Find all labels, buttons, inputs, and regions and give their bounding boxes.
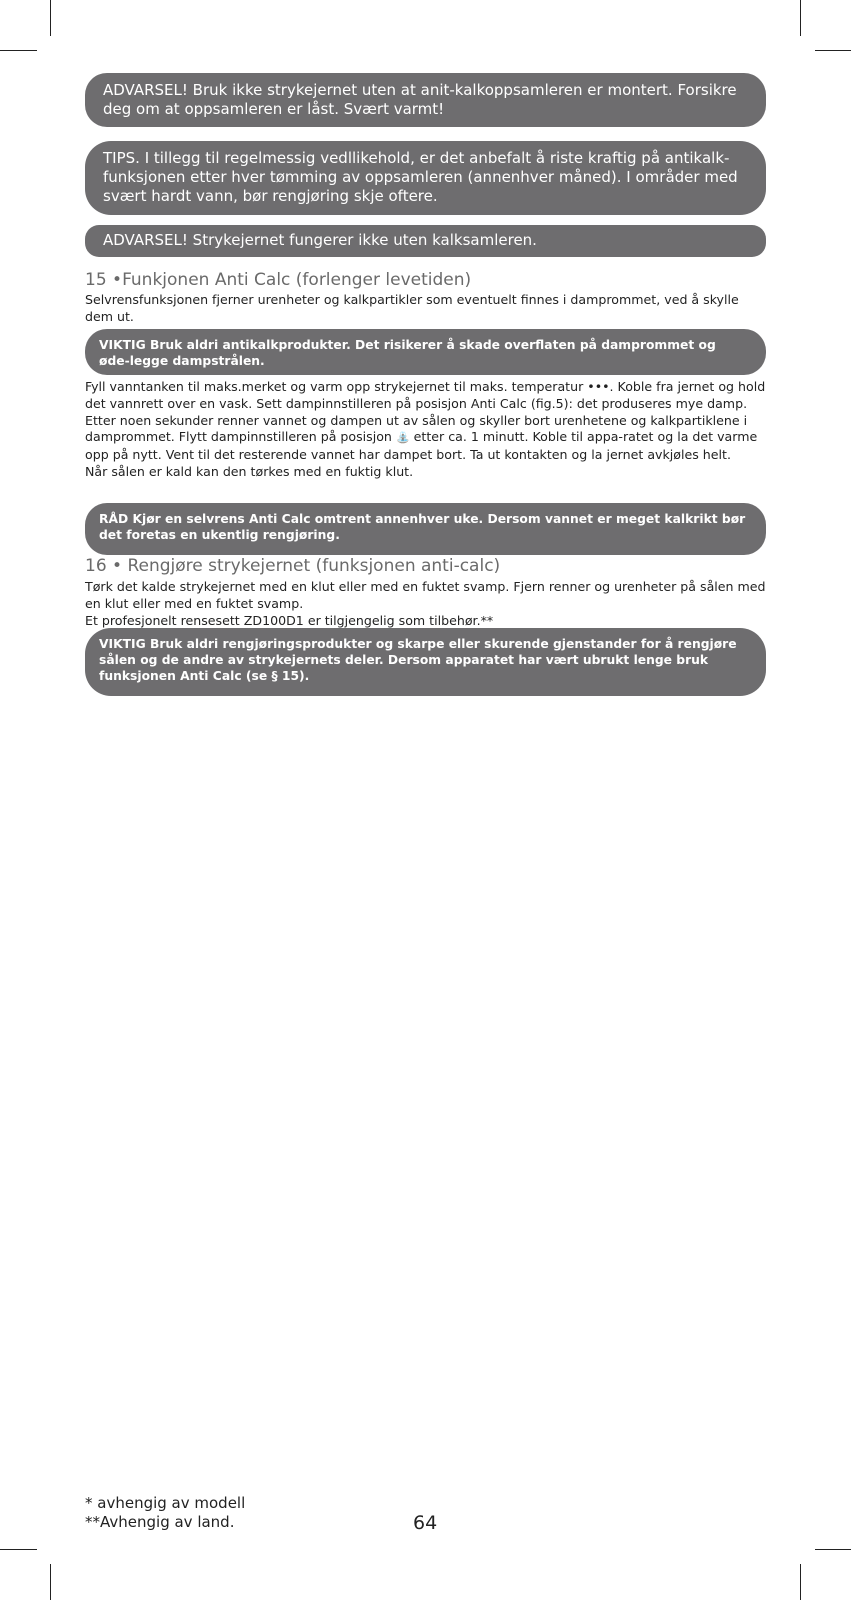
crop-mark (815, 50, 851, 51)
section-15-heading: 15 •Funkjonen Anti Calc (forlenger levetiden) (85, 270, 472, 290)
crop-mark (50, 0, 51, 36)
section-15-paragraph (85, 379, 769, 464)
footnotes (85, 1494, 245, 1532)
section-15-paragraph-b: etter ca. 1 minutt. Koble til appa-ratet og la det varme opp på nytt. Vent til det resterende vannet har dampet bort. Ta ut kontakten og la jernet avkjøles helt. (85, 429, 758, 463)
section-16-heading: 16 • Rengjøre strykejernet (funksjonen anti-calc) (85, 556, 501, 576)
crop-mark (0, 50, 37, 51)
footnote-model: * avhengig av modell (85, 1494, 246, 1512)
warning-box-short (85, 225, 766, 257)
warning-text: ADVARSEL! Bruk ikke strykejernet uten at anit-kalkoppsamleren er montert. Forsikre deg om at oppsamleren er låst. Svært varmt! (103, 81, 737, 118)
section-16-paragraph: Tørk det kalde strykejernet med en klut eller med en fuktet svamp. Fjern renner og urenheter på sålen med en klut eller med en fuktet svamp. (85, 579, 766, 611)
crop-mark (50, 1564, 51, 1600)
section-16-body (85, 579, 769, 629)
tips-text: TIPS. I tillegg til regelmessig vedllikehold, er det anbefalt å riste kraftig på antikalk-funksjonen etter hver tømming av oppsamleren (annenhver måned). I områder med svært hardt vann, bør rengjøring skje oftere. (103, 149, 738, 205)
important-cleaning-text: VIKTIG Bruk aldri rengjøringsprodukter og skarpe eller skurende gjenstander for å rengjøre sålen og de andre av strykejernets deler. Dersom apparatet har vært ubrukt lenge bruk funksjonen Anti Calc (se § 15). (99, 637, 737, 683)
footnote-country: **Avhengig av land. (85, 1513, 235, 1531)
steam-icon: ⛲ (395, 431, 410, 445)
crop-mark (0, 1549, 37, 1550)
crop-mark (800, 1564, 801, 1600)
section-15-intro (85, 292, 769, 326)
section-16-accessory-note: Et profesjonelt rensesett ZD100D1 er tilgjengelig som tilbehør.** (85, 612, 494, 628)
important-box (85, 329, 766, 375)
section-15-intro-text: Selvrensfunksjonen fjerner urenheter og kalkpartikler som eventuelt finnes i damprommet, ved å skylle dem ut. (85, 292, 739, 324)
warning-text-short: ADVARSEL! Strykejernet fungerer ikke uten kalksamleren. (103, 231, 537, 249)
important-box-cleaning (85, 628, 766, 696)
section-15-body (85, 379, 769, 481)
advice-box (85, 503, 766, 555)
section-15-dry-note: Når sålen er kald kan den tørkes med en fuktig klut. (85, 463, 414, 479)
crop-mark (815, 1549, 851, 1550)
page-number: 64 (413, 1512, 438, 1534)
section-15-paragraph-a: Fyll vanntanken til maks.merket og varm opp strykejernet til maks. temperatur •••. Koble fra jernet og hold det vannrett over en vask. Sett dampinnstilleren på posisjon Anti Calc (fig.5): det produseres mye damp. Etter noen sekunder renner vannet og dampen ut av sålen og skyller bort urenhetene og kalkpartiklene i damprommet. Flytt dampinnstilleren på posisjon (85, 379, 766, 445)
crop-mark (800, 0, 801, 36)
important-text: VIKTIG Bruk aldri antikalkprodukter. Det risikerer å skade overflaten på damprommet og øde-legge dampstrålen. (99, 338, 716, 368)
tips-box (85, 141, 766, 215)
warning-box (85, 73, 766, 127)
advice-text: RÅD Kjør en selvrens Anti Calc omtrent annenhver uke. Dersom vannet er meget kalkrikt bør det foretas en ukentlig rengjøring. (99, 512, 746, 542)
